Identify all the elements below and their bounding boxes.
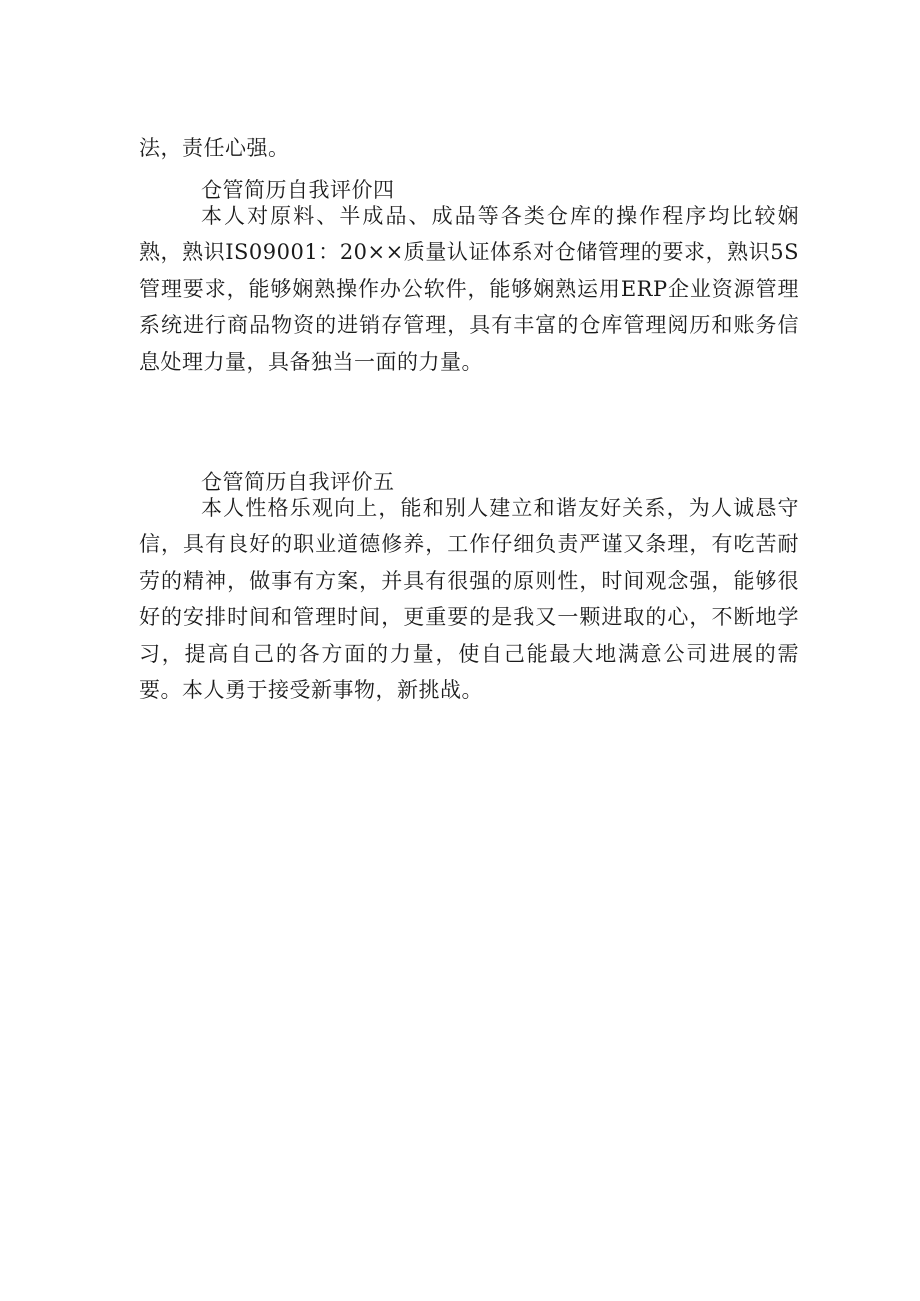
section-heading-4: 仓管简历自我评价四 bbox=[201, 178, 395, 202]
section-paragraph-4: 本人对原料、半成品、成品等各类仓库的操作程序均比较娴熟，熟识IS09001：20××质量认证体系对仓储管理的要求，熟识5S管理要求，能够娴熟操作办公软件，能够娴熟运用ERP企业资源管理系统进行商品物资的进销存管理，具有丰富的仓库管理阅历和账务信息处理力量，具备独当一面的力量。 bbox=[139, 204, 799, 374]
continuation-paragraph: 法，责任心强。 bbox=[139, 136, 290, 160]
section-paragraph-5: 本人性格乐观向上，能和别人建立和谐友好关系，为人诚恳守信，具有良好的职业道德修养，工作仔细负责严谨又条理，有吃苦耐劳的精神，做事有方案，并具有很强的原则性，时间观念强，能够很好的安排时间和管理时间，更重要的是我又一颗进取的心，不断地学习，提高自己的各方面的力量，使自己能最大地满意公司进展的需要。本人勇于接受新事物，新挑战。 bbox=[139, 496, 799, 703]
section-heading-5: 仓管简历自我评价五 bbox=[201, 470, 395, 494]
